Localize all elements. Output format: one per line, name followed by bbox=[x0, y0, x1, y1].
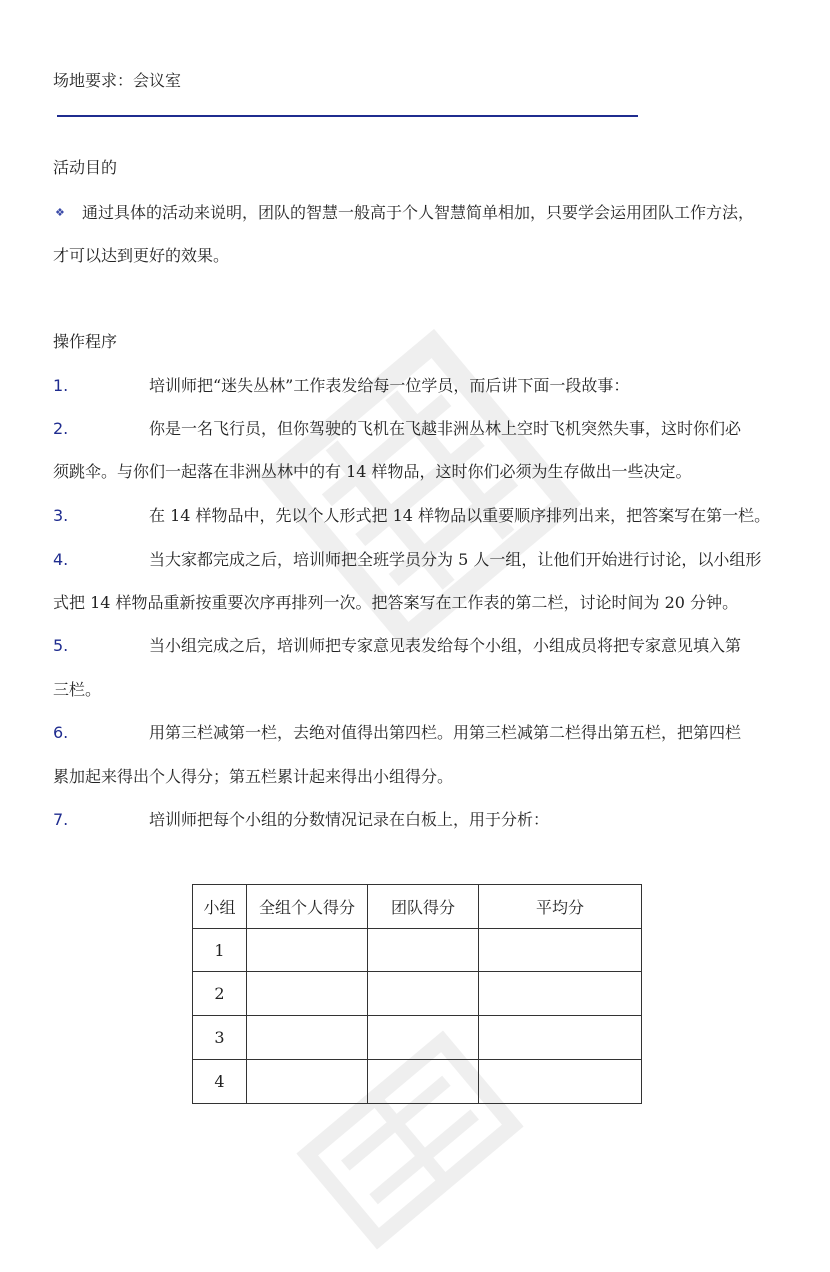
column-header-group: 小组 bbox=[193, 885, 247, 929]
table-cell bbox=[479, 1060, 642, 1104]
score-table bbox=[192, 884, 642, 1104]
table-row bbox=[193, 972, 642, 1016]
table-cell bbox=[368, 1016, 479, 1060]
table-row bbox=[193, 1016, 642, 1060]
step-text: 你是一名飞行员，但你驾驶的飞机在飞越非洲丛林上空时飞机突然失事，这时你们必 bbox=[149, 419, 742, 438]
step-text: 当大家都完成之后，培训师把全班学员分为 5 人一组，让他们开始进行讨论，以小组形 bbox=[149, 550, 762, 569]
table-cell bbox=[479, 1016, 642, 1060]
step-text-continued: 式把 14 样物品重新按重要次序再排列一次。把答案写在工作表的第二栏，讨论时间为 20 分钟。 bbox=[53, 593, 739, 612]
table-cell bbox=[368, 972, 479, 1016]
step-number: 6. bbox=[53, 723, 69, 742]
table-cell-group: 2 bbox=[193, 972, 247, 1016]
section-divider bbox=[57, 115, 638, 117]
purpose-heading: 活动目的 bbox=[53, 158, 118, 177]
purpose-text-line2: 才可以达到更好的效果。 bbox=[53, 246, 230, 265]
table-cell bbox=[247, 1016, 368, 1060]
watermark-logo bbox=[237, 307, 603, 673]
table-cell-group: 1 bbox=[193, 929, 247, 972]
column-header-individual-score: 全组个人得分 bbox=[247, 885, 368, 929]
diamond-bullet-icon: ❖ bbox=[55, 206, 65, 219]
step-number: 7. bbox=[53, 810, 69, 829]
step-text: 培训师把每个小组的分数情况记录在白板上，用于分析： bbox=[149, 810, 550, 829]
table-cell bbox=[368, 929, 479, 972]
step-text-continued: 三栏。 bbox=[53, 680, 102, 699]
step-number: 4. bbox=[53, 550, 69, 569]
table-header-row bbox=[193, 885, 642, 929]
table-cell bbox=[368, 1060, 479, 1104]
step-text: 在 14 样物品中，先以个人形式把 14 样物品以重要顺序排列出来，把答案写在第一栏。 bbox=[149, 506, 771, 525]
step-text: 用第三栏减第一栏，去绝对值得出第四栏。用第三栏减第二栏得出第五栏，把第四栏 bbox=[149, 723, 742, 742]
column-header-team-score: 团队得分 bbox=[368, 885, 479, 929]
table-cell bbox=[479, 929, 642, 972]
step-number: 2. bbox=[53, 419, 69, 438]
table-cell-group: 3 bbox=[193, 1016, 247, 1060]
step-number: 3. bbox=[53, 506, 69, 525]
table-cell bbox=[479, 972, 642, 1016]
purpose-text-line1: 通过具体的活动来说明，团队的智慧一般高于个人智慧简单相加，只要学会运用团队工作方法， bbox=[82, 203, 755, 222]
step-text-continued: 须跳伞。与你们一起落在非洲丛林中的有 14 样物品，这时你们必须为生存做出一些决定。 bbox=[53, 462, 692, 481]
step-number: 5. bbox=[53, 636, 69, 655]
column-header-average-score: 平均分 bbox=[479, 885, 642, 929]
step-text: 当小组完成之后，培训师把专家意见表发给每个小组，小组成员将把专家意见填入第 bbox=[149, 636, 742, 655]
step-number: 1. bbox=[53, 376, 69, 395]
table-cell bbox=[247, 929, 368, 972]
step-text-continued: 累加起来得出个人得分；第五栏累计起来得出小组得分。 bbox=[53, 767, 454, 786]
step-text: 培训师把“迷失丛林”工作表发给每一位学员，而后讲下面一段故事： bbox=[149, 376, 630, 395]
procedure-heading: 操作程序 bbox=[53, 332, 118, 351]
table-cell-group: 4 bbox=[193, 1060, 247, 1104]
table-row bbox=[193, 1060, 642, 1104]
table-cell bbox=[247, 972, 368, 1016]
venue-requirement: 场地要求：会议室 bbox=[53, 71, 182, 90]
table-row bbox=[193, 929, 642, 972]
table-cell bbox=[247, 1060, 368, 1104]
